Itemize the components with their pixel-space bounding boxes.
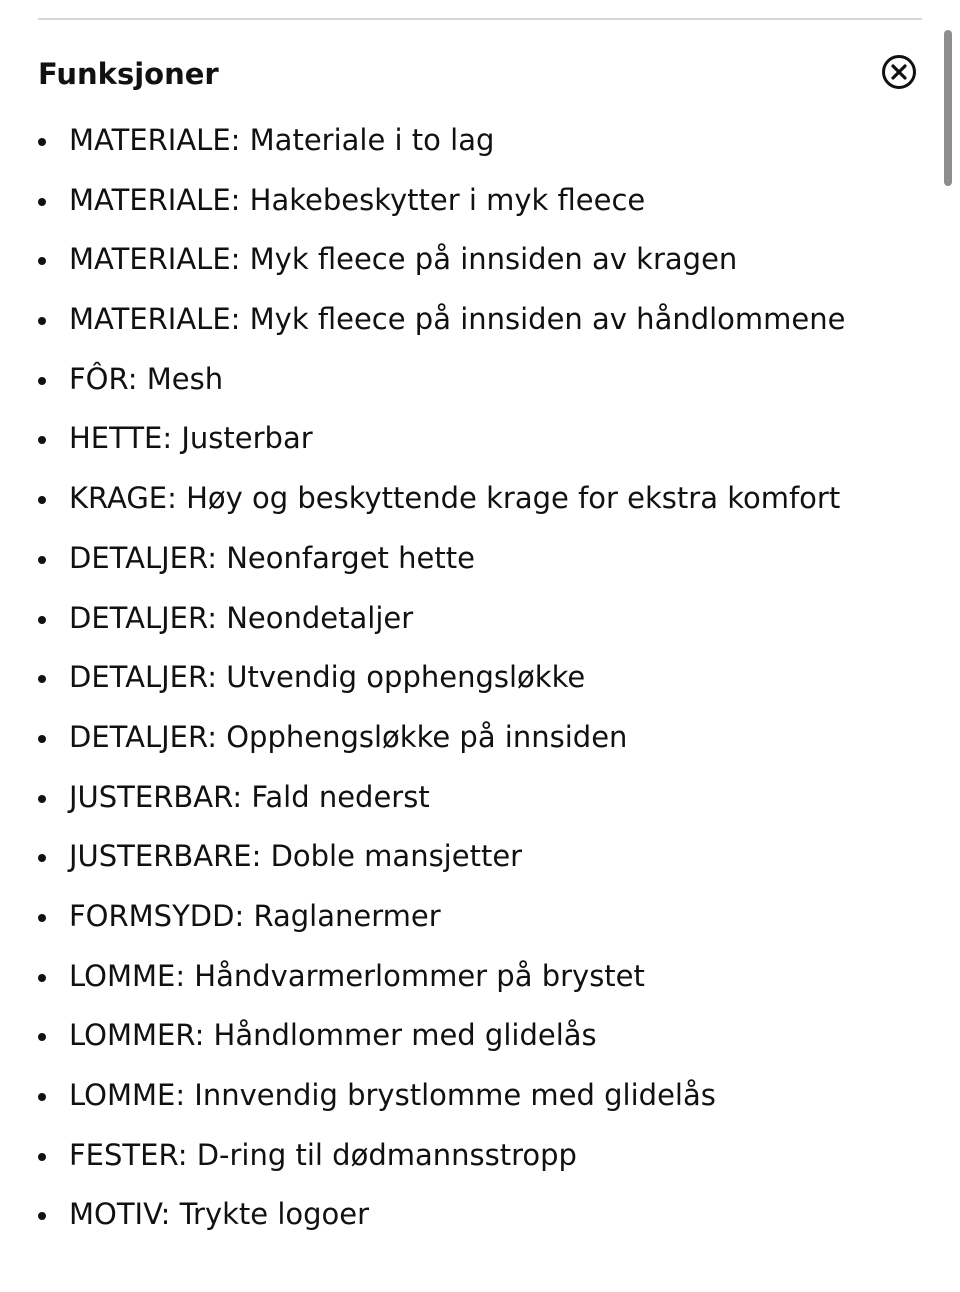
feature-list-item [0,648,846,708]
feature-list [0,111,846,1245]
bullet-icon [38,496,46,504]
panel-title: Funksjoner [38,57,219,91]
feature-text: MATERIALE: Myk fleece på innsiden av kragen [69,242,738,277]
close-button[interactable] [880,53,918,91]
feature-list-item [0,290,846,350]
close-circle-icon [880,53,918,91]
bullet-icon [38,257,46,265]
top-divider [38,18,922,20]
feature-text: MOTIV: Trykte logoer [69,1197,370,1232]
feature-list-item [0,529,846,589]
bullet-icon [38,735,46,743]
bullet-icon [38,198,46,206]
feature-text: LOMME: Innvendig brystlomme med glidelås [69,1078,716,1112]
feature-text: MATERIALE: Hakebeskytter i myk fleece [69,182,646,217]
bullet-icon [38,377,46,385]
bullet-icon [38,854,46,862]
feature-list-item [0,1066,846,1126]
bullet-icon [38,556,46,564]
feature-text: DETALJER: Opphengsløkke på innsiden [69,719,628,754]
feature-list-item [0,350,846,410]
feature-list-item [0,469,846,529]
feature-list-item [0,708,846,768]
bullet-icon [38,317,46,325]
feature-list-item [0,111,846,171]
bullet-icon [38,1093,46,1101]
feature-list-item [0,589,846,649]
feature-text: JUSTERBARE: Doble mansjetter [69,839,523,874]
bullet-icon [38,1153,46,1161]
feature-text: FORMSYDD: Raglanermer [69,898,441,933]
feature-text: JUSTERBAR: Fald nederst [69,779,430,814]
bullet-icon [38,1033,46,1041]
bullet-icon [38,914,46,922]
feature-list-item [0,1126,846,1186]
feature-list-item [0,409,846,469]
feature-text: FESTER: D-ring til dødmannsstropp [69,1137,577,1172]
bullet-icon [38,974,46,982]
feature-list-item [0,768,846,828]
feature-text: LOMMER: Håndlommer med glidelås [69,1018,597,1053]
feature-text: HETTE: Justerbar [69,421,313,456]
feature-text: MATERIALE: Materiale i to lag [69,123,495,157]
feature-text: DETALJER: Utvendig opphengsløkke [69,660,586,695]
bullet-icon [38,138,46,146]
feature-list-item [0,887,846,947]
feature-text: FÔR: Mesh [69,361,224,396]
bullet-icon [38,1212,46,1220]
bullet-icon [38,795,46,803]
feature-list-item [0,827,846,887]
feature-list-item [0,230,846,290]
feature-text: MATERIALE: Myk fleece på innsiden av håndlommene [69,302,846,337]
bullet-icon [38,616,46,624]
feature-text: DETALJER: Neonfarget hette [69,540,475,575]
feature-text: DETALJER: Neondetaljer [69,600,414,635]
scrollbar-thumb[interactable] [944,30,952,186]
feature-text: LOMME: Håndvarmerlommer på brystet [69,958,645,993]
feature-text: KRAGE: Høy og beskyttende krage for ekstra komfort [69,481,841,516]
feature-list-item [0,1006,846,1066]
bullet-icon [38,675,46,683]
feature-list-item [0,1185,846,1245]
bullet-icon [38,436,46,444]
feature-list-item [0,947,846,1007]
feature-list-item [0,171,846,231]
